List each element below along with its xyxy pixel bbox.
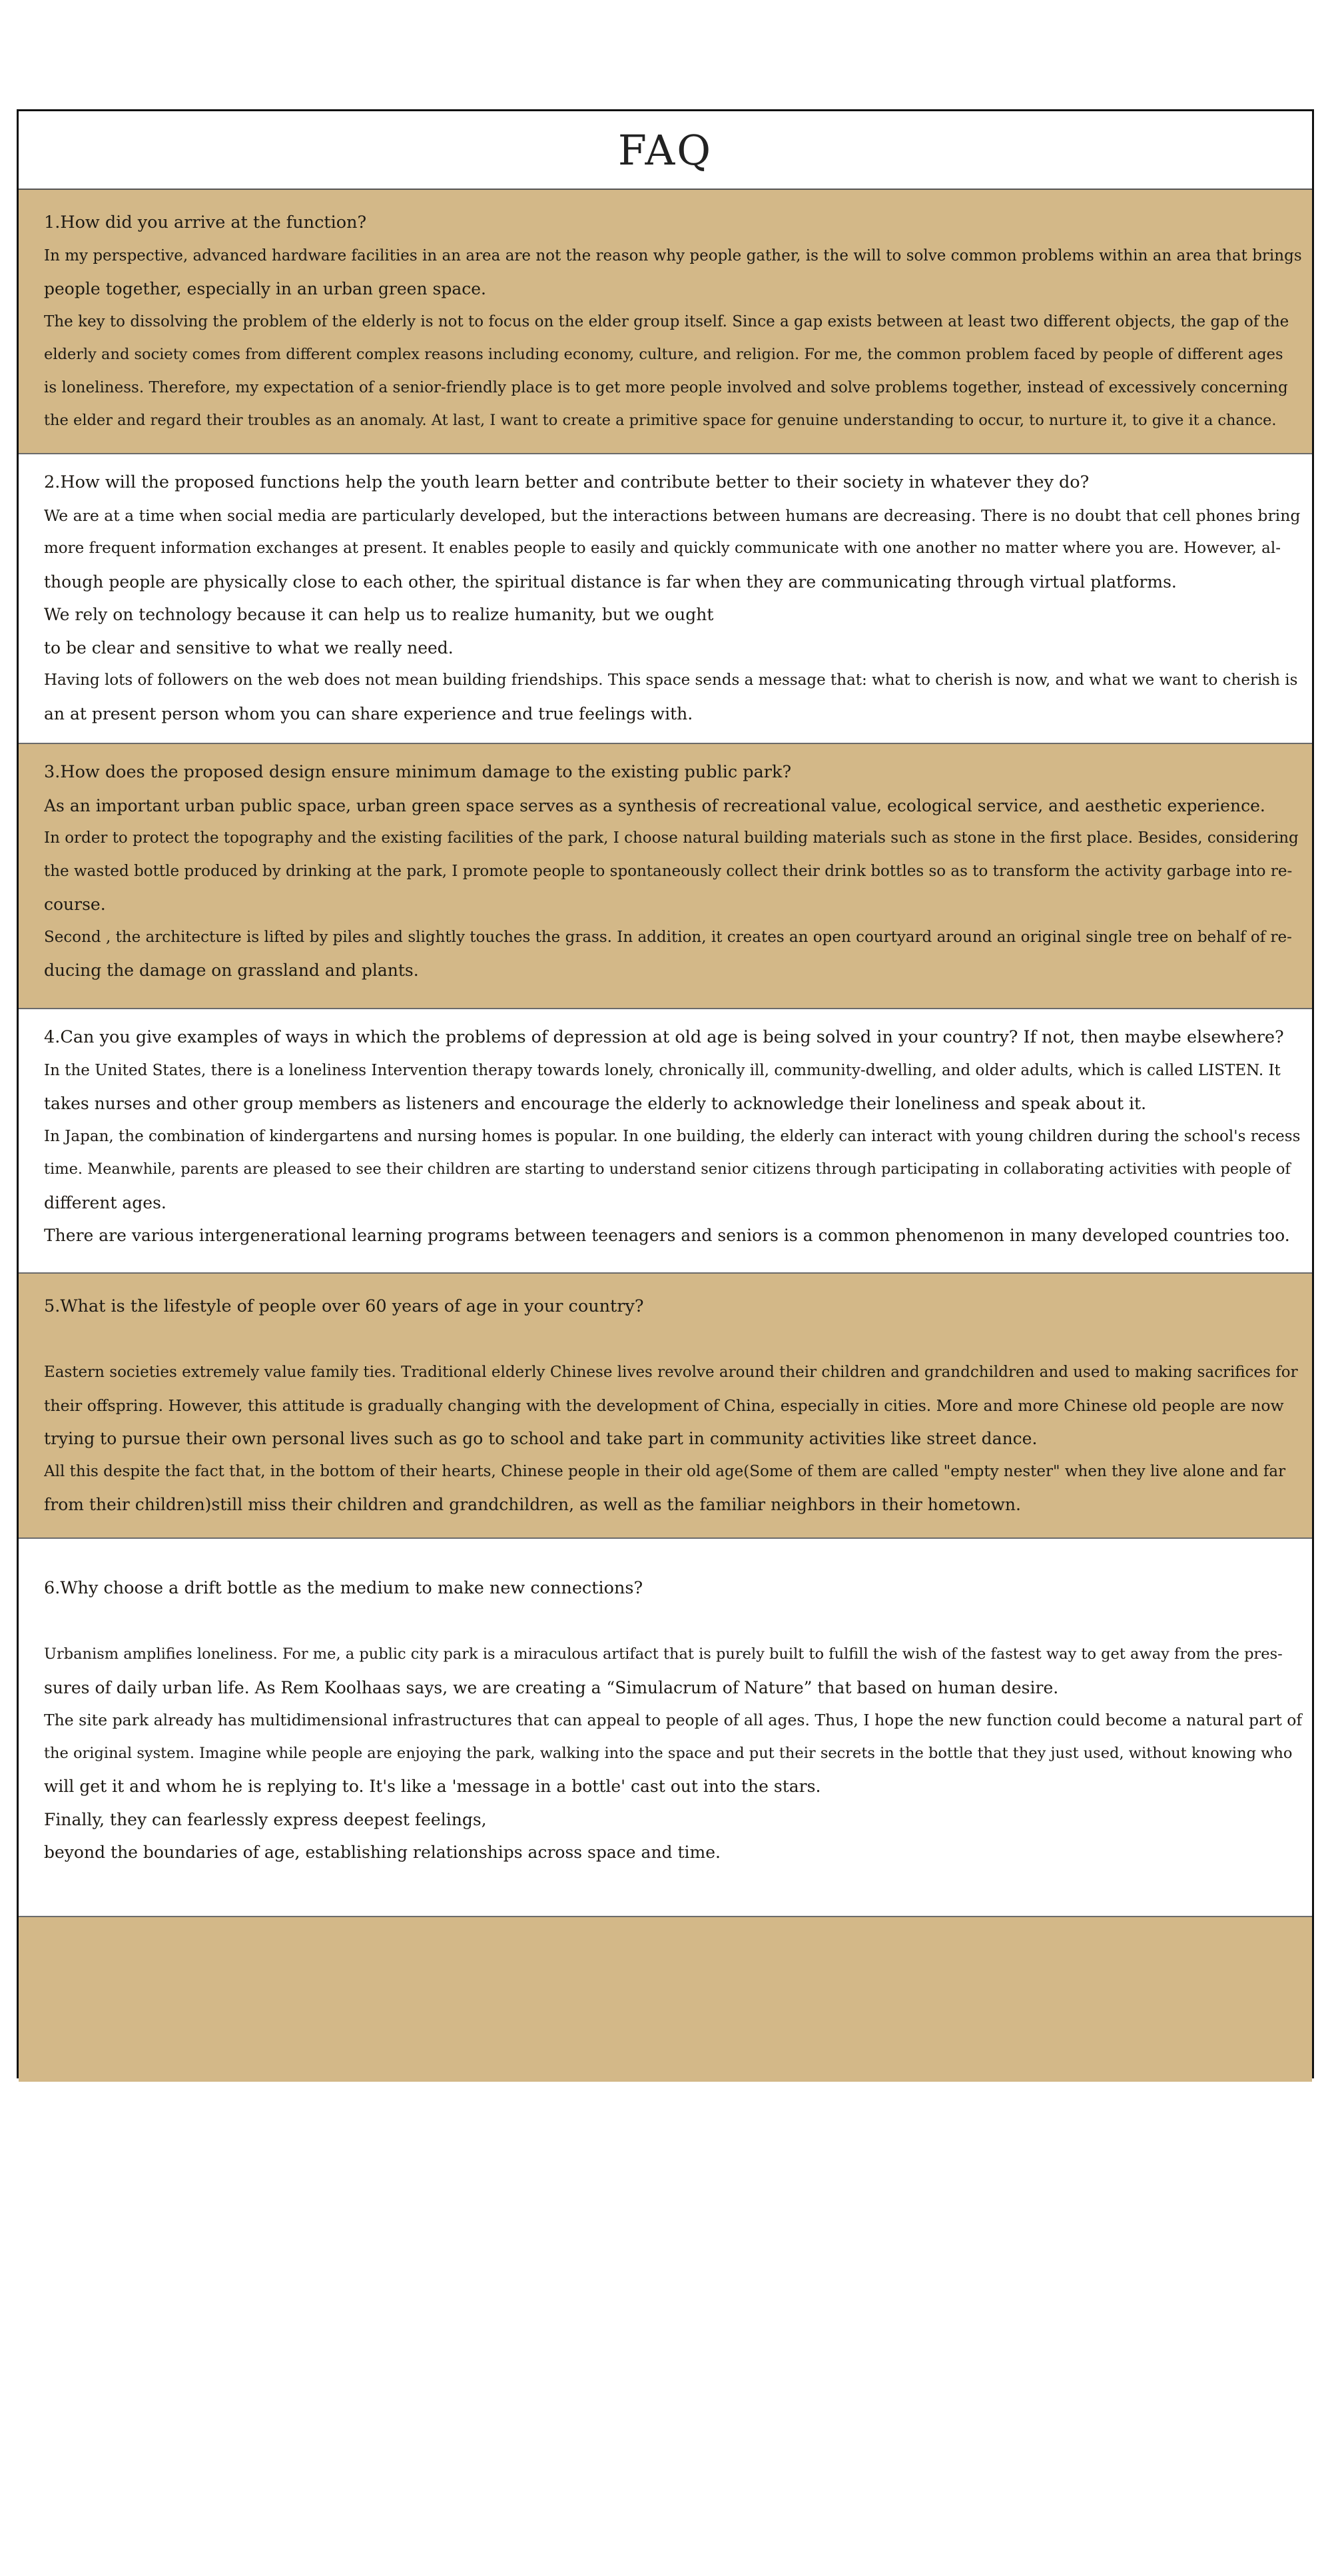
faq-answer-line: different ages. [44,1192,166,1212]
faq-answer-line: As an important urban public space, urban green space serves as a synthesis of recreational value, ecological service, and aesthetic experience. [44,795,1265,815]
faq-answer-line: In my perspective, advanced hardware facilities in an area are not the reason why people gather, is the will to solve common problems within an area that brings [44,246,1302,264]
faq-question-6: 6.Why choose a drift bottle as the medium to make new connections? [44,1578,643,1598]
faq-answer-line: The key to dissolving the problem of the elderly is not to focus on the elder group itself. Since a gap exists between at least two different objects, the gap of the [44,312,1289,330]
faq-answer-line: Finally, they can fearlessly express deepest feelings, [44,1809,487,1829]
faq-answer-line: course. [44,895,106,914]
faq-answer-line: from their children)still miss their children and grandchildren, as well as the familiar neighbors in their hometown. [44,1495,1021,1514]
faq-answer-line: more frequent information exchanges at present. It enables people to easily and quickly communicate with one another no matter where you are. However, al- [44,540,1281,557]
faq-question-1: 1.How did you arrive at the function? [44,213,367,232]
faq-answer-line: The site park already has multidimensional infrastructures that can appeal to people of all ages. Thus, I hope the new function could become a natural part of [44,1711,1303,1729]
spacer [44,1324,1303,1357]
faq-answer-line: the elder and regard their troubles as an anomaly. At last, I want to create a primitive space for genuine understanding to occur, to nurture it, to give it a chance. [44,412,1277,429]
faq-answer-line: people together, especially in an urban green space. [44,279,486,298]
faq-answer-line: the wasted bottle produced by drinking at the park, I promote people to spontaneously collect their drink bottles so as to transform the activity garbage into re- [44,862,1293,880]
faq-answer-line: to be clear and sensitive to what we really need. [44,638,454,657]
faq-answer-line: All this despite the fact that, in the bottom of their hearts, Chinese people in their old age(Some of them are called "empty nester" when they live alone and far [44,1462,1286,1480]
faq-answer-line: ducing the damage on grassland and plants. [44,961,419,980]
faq-answer-line: though people are physically close to each other, the spiritual distance is far when they are communicating through virtual platforms. [44,572,1177,592]
faq-answer-line: Second , the architecture is lifted by piles and slightly touches the grass. In addition, it creates an open courtyard around an original single tree on behalf of re- [44,928,1292,946]
footer-block [19,1916,1312,2082]
faq-section-3 [19,743,1312,1008]
faq-answer-line: Having lots of followers on the web does not mean building friendships. This space sends a message that: what to cherish is now, and what we want to cherish is [44,671,1298,689]
faq-answer-line: We rely on technology because it can help us to realize humanity, but we ought [44,605,714,624]
faq-section-1 [19,190,1312,453]
faq-section-5 [19,1272,1312,1537]
faq-answer-line: In Japan, the combination of kindergartens and nursing homes is popular. In one building, the elderly can interact with young children during the school's recess [44,1127,1301,1145]
faq-answer-line: time. Meanwhile, parents are pleased to see their children are starting to understand senior citizens through participating in collaborating activities with people of [44,1160,1291,1178]
faq-answer-line: sures of daily urban life. As Rem Koolhaas says, we are creating a “Simulacrum of Nature” that based on human desire. [44,1677,1059,1697]
page-title: FAQ [617,125,713,175]
faq-answer-line: Eastern societies extremely value family ties. Traditional elderly Chinese lives revolve around their children and grandchildren and used to making sacrifices for [44,1364,1298,1381]
faq-question-3: 3.How does the proposed design ensure minimum damage to the existing public park? [44,762,792,782]
faq-answer-line: elderly and society comes from different complex reasons including economy, culture, and religion. For me, the common problem faced by people of different ages [44,346,1283,363]
faq-answer-line: We are at a time when social media are particularly developed, but the interactions between humans are decreasing. There is no doubt that cell phones bring [44,506,1301,525]
faq-answer-line: takes nurses and other group members as listeners and encourage the elderly to acknowledge their loneliness and speak about it. [44,1094,1147,1113]
faq-question-5: 5.What is the lifestyle of people over 60 years of age in your country? [44,1296,644,1316]
faq-answer-line: There are various intergenerational learning programs between teenagers and seniors is a common phenomenon in many developed countries too. [44,1226,1290,1245]
faq-section-4 [19,1008,1312,1272]
spacer [44,1605,1303,1639]
faq-answer-line: beyond the boundaries of age, establishing relationships across space and time. [44,1843,721,1862]
faq-question-2: 2.How will the proposed functions help the youth learn better and contribute better to their society in whatever they do? [44,472,1090,492]
faq-answer-line: In the United States, there is a loneliness Intervention therapy towards lonely, chronically ill, community-dwelling, and older adults, which is called LISTEN. It [44,1061,1281,1079]
faq-frame [17,109,1314,2078]
faq-answer-line: the original system. Imagine while people are enjoying the park, walking into the space and put their secrets in the bottle that they just used, without knowing who [44,1744,1293,1762]
faq-section-6 [19,1537,1312,1916]
faq-answer-line: their offspring. However, this attitude is gradually changing with the development of China, especially in cities. More and more Chinese old people are now [44,1396,1284,1415]
faq-section-2 [19,453,1312,743]
faq-answer-line: will get it and whom he is replying to. It's like a 'message in a bottle' cast out into the stars. [44,1777,821,1796]
faq-answer-line: is loneliness. Therefore, my expectation of a senior-friendly place is to get more people involved and solve problems together, instead of excessively concerning [44,378,1288,396]
faq-answer-line: Urbanism amplifies loneliness. For me, a public city park is a miraculous artifact that is purely built to fulfill the wish of the fastest way to get away from the pres- [44,1645,1283,1663]
faq-answer-line: In order to protect the topography and the existing facilities of the park, I choose natural building materials such as stone in the first place. Besides, considering [44,829,1299,847]
faq-question-4: 4.Can you give examples of ways in which the problems of depression at old age is being solved in your country? If not, then maybe elsewhere? [44,1027,1284,1047]
faq-answer-line: trying to pursue their own personal lives such as go to school and take part in community activities like street dance. [44,1429,1038,1448]
faq-answer-line: an at present person whom you can share experience and true feelings with. [44,703,693,723]
title-bar [19,111,1312,190]
